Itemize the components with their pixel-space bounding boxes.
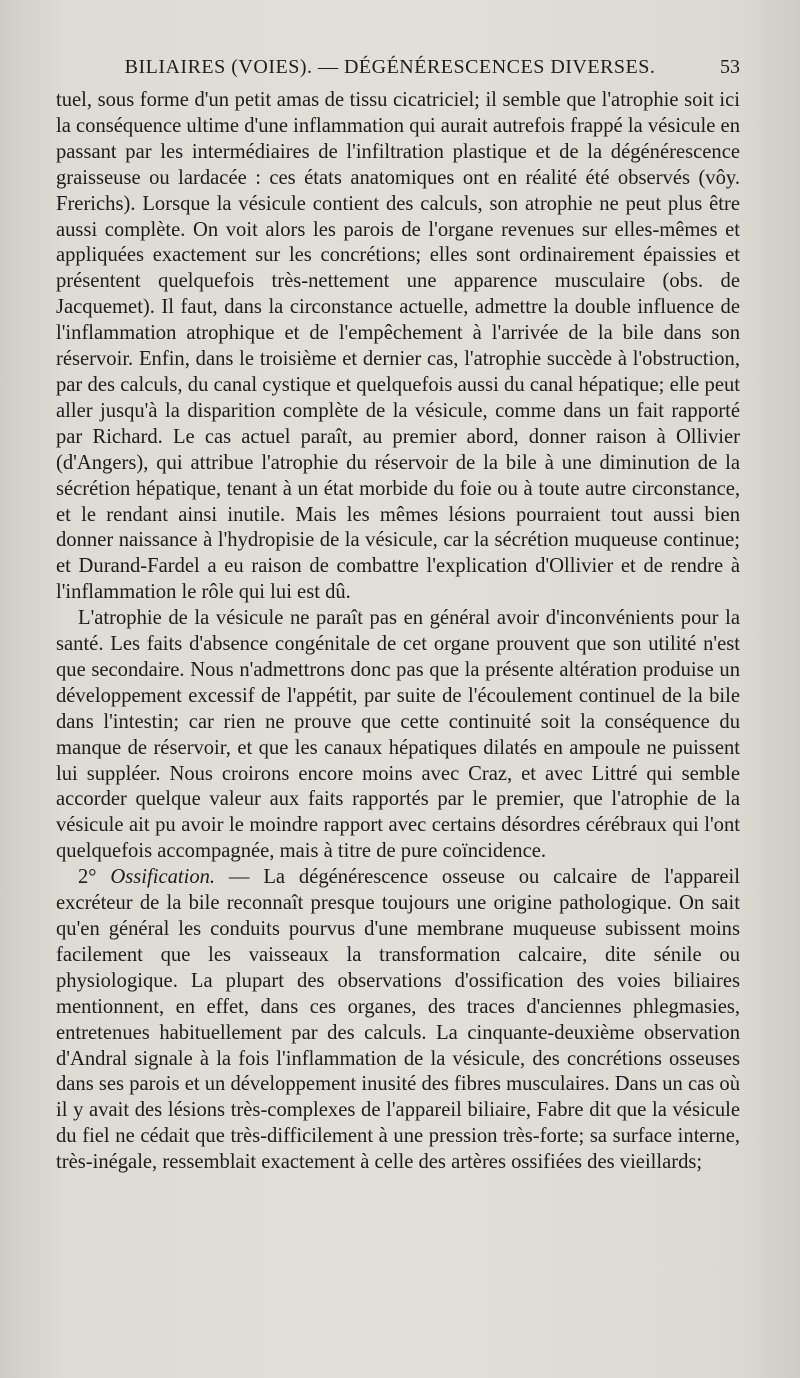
page-number: 53 — [720, 56, 740, 78]
running-title: BILIAIRES (VOIES). — DÉGÉNÉRESCENCES DIVERSES. — [124, 56, 656, 78]
page-header — [56, 56, 740, 86]
paragraph-1 — [56, 88, 740, 606]
section-number: 2° — [78, 866, 111, 889]
section-heading: Ossification. — [110, 866, 216, 889]
body-text — [56, 88, 740, 1176]
paragraph-3-text: — La dégénérescence osseuse ou calcaire de l'appareil excréteur de la bile reconnaît presque toujours une origine pathologique. On sait qu'en général les conduits pourvus d'une membrane muqueuse subissent moins facilement que les vaisseaux la transformation calcaire, dite sénile ou physiologique. La plupart des observations d'ossification des voies biliaires mentionnent, en effet, dans ces organes, des traces d'anciennes phlegmasies, entretenues habituellement par des calculs. La cinquante-deuxième observation d'Andral signale à la fois l'inflammation de la vésicule, des concrétions osseuses dans ses parois et un développement inusité des fibres musculaires. Dans un cas où il y avait des lésions très-complexes de l'appareil biliaire, Fabre dit que la vésicule du fiel ne cédait que très-difficilement à une pression très-forte; sa surface interne, très-inégale, ressemblait exactement à celle des artères ossifiées des vieillards; — [56, 866, 741, 1174]
paragraph-2-text: L'atrophie de la vésicule ne paraît pas en général avoir d'inconvénients pour la santé. Les faits d'absence congénitale de cet organe prouvent que son utilité n'est que secondaire. Nous n'admettrons donc pas que la présente altération produise un développement excessif de l'appétit, par suite de l'écoulement continuel de la bile dans l'intestin; car rien ne prouve que cette continuité soit la conséquence du manque de réservoir, et que les canaux hépatiques dilatés en ampoule ne puissent lui suppléer. Nous croirons encore moins avec Craz, et avec Littré qui semble accorder quelque valeur aux faits rapportés par le premier, que l'atrophie de la vésicule ait pu avoir le moindre rapport avec certains désordres cérébraux qui l'ont quelquefois accompagnée, mais à titre de pure coïncidence. — [56, 607, 740, 863]
paragraph-3 — [56, 865, 740, 1176]
paragraph-2 — [56, 606, 740, 865]
paragraph-1-text: tuel, sous forme d'un petit amas de tissu cicatriciel; il semble que l'atrophie soit ici la conséquence ultime d'une inflammation qui aurait autrefois frappé la vésicule en passant par les intermédiaires de l'infiltration plastique et de la dégénérescence graisseuse ou lardacée : ces états anatomiques ont en réalité été observés (vôy. Frerichs). Lorsque la vésicule contient des calculs, son atrophie ne peut plus être aussi complète. On voit alors les parois de l'organe revenues sur elles-mêmes et appliquées exactement sur les concrétions; elles sont ordinairement épaissies et présentent quelquefois très-nettement une apparence musculaire (obs. de Jacquemet). Il faut, dans la circonstance actuelle, admettre la double influence de l'inflammation atrophique et de l'empêchement à l'arrivée de la bile dans son réservoir. Enfin, dans le troisième et dernier cas, l'atrophie succède à l'obstruction, par des calculs, du canal cystique et quelquefois aussi du canal hépatique; elle peut aller jusqu'à la disparition complète de la vésicule, comme dans un fait rapporté par Richard. Le cas actuel paraît, au premier abord, donner raison à Ollivier (d'Angers), qui attribue l'atrophie du réservoir de la bile à une diminution de la sécrétion hépatique, tenant à un état morbide du foie ou à toute autre circonstance, et le rendant ainsi inutile. Mais les mêmes lésions pourraient tout aussi bien donner naissance à l'hydropisie de la vésicule, car la sécrétion muqueuse continue; et Durand-Fardel a eu raison de combattre l'explication d'Ollivier et de rendre à l'inflammation le rôle qui lui est dû. — [56, 89, 740, 604]
